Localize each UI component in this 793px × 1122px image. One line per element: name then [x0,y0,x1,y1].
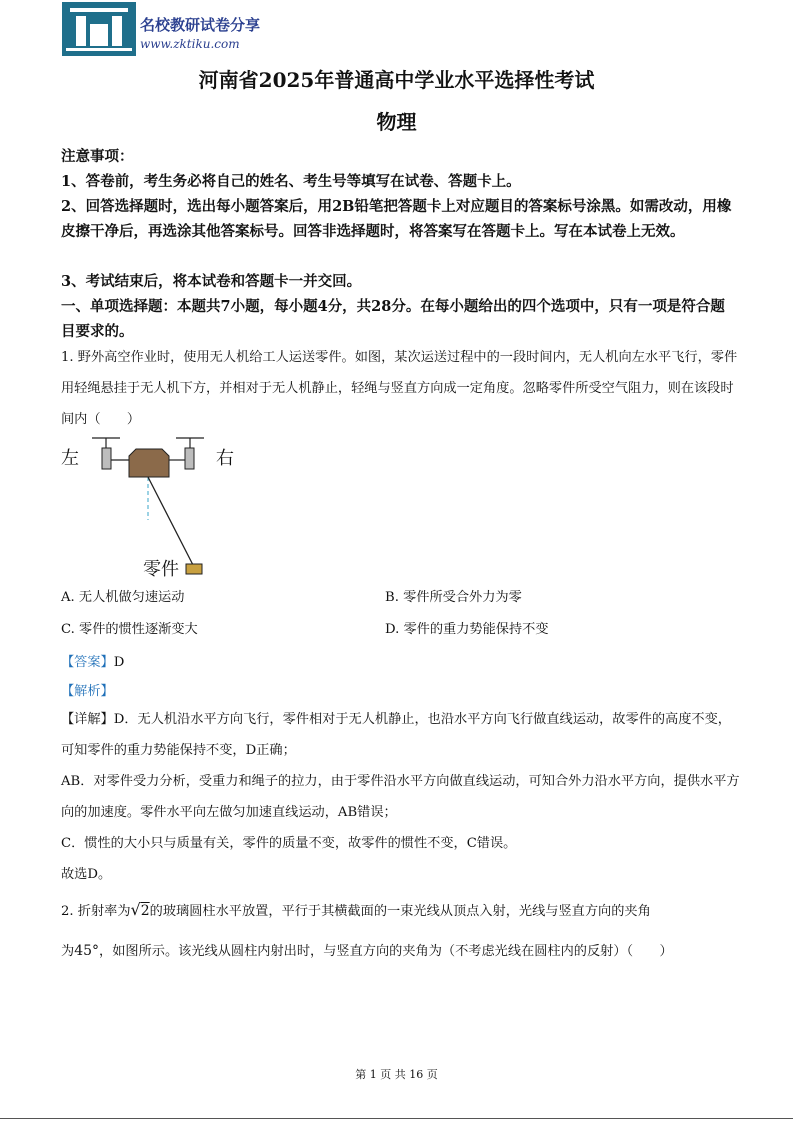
q1-detail-2: AB．对零件受力分析，受重力和绳子的拉力，由于零件沿水平方向做直线运动，可知合外力沿水平方向，提供水平方向的加速度。零件水平向左做匀加速直线运动，AB错误； [61,774,740,820]
q1-detail-3: C．惯性的大小只与质量有关，零件的质量不变，故零件的惯性不变，C错误。 [61,836,517,851]
notice-item-2: 2、回答选择题时，选出每小题答案后，用2B铅笔把答题卡上对应题目的答案标号涂黑。如需改动，用橡皮擦干净后，再选涂其他答案标号。回答非选择题时，将答案写在答题卡上。写在本试卷上无效。 [61,198,732,240]
analysis-tag: 【解析】 [61,684,114,699]
q2-stem-c: 为 [61,944,75,959]
q1-stem: 1. 野外高空作业时，使用无人机给工人运送零件。如图，某次运送过程中的一段时间内，无人机向左水平飞行，零件用轻绳悬挂于无人机下方，并相对于无人机静止，轻绳与竖直方向成一定角度。忽略零件所受空气阻力，则在该段时间内（ ） [61,350,738,427]
label-left: 左 [61,448,79,469]
sqrt-value: 2 [140,903,150,919]
detail-text-1: D．无人机沿水平方向飞行，零件相对于无人机静止，也沿水平方向飞行做直线运动，故零件的高度不变，可知零件的重力势能保持不变，D正确； [61,712,731,758]
q2-angle: 45° [74,943,100,959]
section-heading: 一、单项选择题：本题共7小题，每小题4分，共28分。在每小题给出的四个选项中，只有一项是符合题目要求的。 [61,298,725,340]
label-right: 右 [216,448,234,469]
logo-url: www.zktiku.com [140,37,240,51]
site-logo [62,2,267,58]
answer-tag: 【答案】 [61,655,114,670]
q1-detail-1 [61,704,741,766]
sqrt-symbol: √ [130,900,141,919]
page-bottom-divider [0,1118,793,1119]
q2-stem-line-1 [61,900,651,919]
notice-heading: 注意事项： [61,148,134,165]
q2-stem-b: 的玻璃圆柱水平放置，平行于其横截面的一束光线从顶点入射，光线与竖直方向的夹角 [149,904,651,919]
q1-option-a: A. 无人机做匀速运动 [61,590,185,605]
q2-stem-line-2 [61,940,673,959]
q1-option-d: D. 零件的重力势能保持不变 [385,622,549,637]
q1-detail-4: 故选D。 [61,867,112,882]
logo-icon [62,2,136,56]
q2-stem-a: 2. 折射率为 [61,904,131,919]
q2-stem-d: ，如图所示。该光线从圆柱内射出时，与竖直方向的夹角为（不考虑光线在圆柱内的反射）（ ） [99,944,673,959]
logo-name: 名校教研试卷分享 [140,16,261,34]
q1-option-b: B. 零件所受合外力为零 [385,590,522,605]
notice-item-3: 3、考试结束后，将本试卷和答题卡一并交回。 [61,273,362,290]
detail-tag: 【详解】 [61,712,114,727]
notice-item-1: 1、答卷前，考生务必将自己的姓名、考生号等填写在试卷、答题卡上。 [61,173,521,190]
q1-option-c: C. 零件的惯性逐渐变大 [61,622,198,637]
answer-value: D [113,655,125,670]
page-number: 第 1 页 共 16 页 [355,1068,438,1081]
label-part: 零件 [143,559,179,580]
q1-figure [58,432,258,580]
subject-title: 物理 [376,110,417,134]
q1-answer [61,651,124,670]
exam-title: 河南省2025年普通高中学业水平选择性考试 [198,68,595,92]
